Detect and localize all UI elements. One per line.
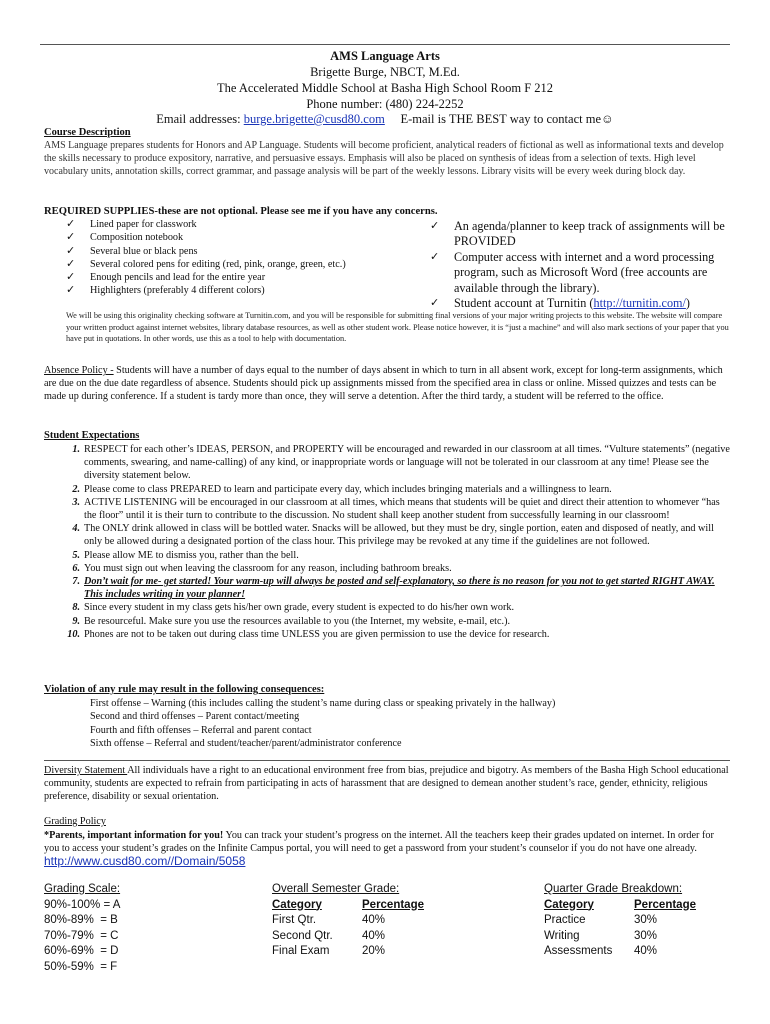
- expectation-item: 3. ACTIVE LISTENING will be encouraged in our classroom at all times, which means that students will be quiet and direct their attention to whomever “has the floor” until it is their turn to contribute to the discussion. No student shall keep another student from successfully learning in our classroom!: [72, 496, 720, 522]
- expectation-item: 4. The ONLY drink allowed in class will be bottled water. Snacks will be allowed, but they must be dry, single portion, eaten and disposed of neatly, and will only be allowed during a designated portion of the class hour. This privilege may be revoked at any time if the guidelines are not followed.: [72, 523, 714, 548]
- grading-policy-heading: Grading Policy: [44, 816, 106, 827]
- quarter-breakdown-heading: Quarter Grade Breakdown:: [544, 883, 683, 895]
- quarter-row: Assessments 40%: [544, 945, 658, 957]
- turnitin-link[interactable]: http://turnitin.com/: [593, 296, 686, 311]
- checkmark-icon: ✓: [66, 284, 76, 297]
- supplies-heading: REQUIRED SUPPLIES-these are not optional. Please see me if you have any concerns.: [44, 206, 438, 217]
- consequence-item: Sixth offense – Referral and student/teacher/parent/administrator conference: [90, 738, 402, 750]
- supply-item: ✓ An agenda/planner to keep track of assignments will be PROVIDED: [430, 219, 725, 249]
- supply-item: ✓ Several colored pens for editing (red, pink, orange, green, etc.): [66, 257, 346, 270]
- email-line: [40, 112, 730, 128]
- checkmark-icon: ✓: [66, 244, 76, 257]
- expectation-item: 7. Don’t wait for me- get started! Your warm-up will always be posted and self-explanatory, so there is no reason for you not to get started RIGHT AWAY. This includes writing in your planner!: [72, 576, 715, 601]
- absence-policy-heading: Absence Policy -: [44, 365, 114, 376]
- supply-item: ✓ Composition notebook: [66, 231, 184, 244]
- diversity-heading: Diversity Statement: [44, 765, 128, 776]
- semester-row: Final Exam 20%: [272, 945, 386, 957]
- quarter-row: Practice 30%: [544, 914, 658, 926]
- expectation-item: 6. You must sign out when leaving the classroom for any reason, including bathroom breaks.: [72, 562, 452, 574]
- course-description-text: AMS Language prepares students for Honors and AP Language. Students will become proficient, analytical readers of fictional as well as informational texts and develop the skills necessary to produce expository, narrative, and persuasive essays. Emphasis will also be placed on synthesis of ideas from a selection of texts. High level vocabulary units, annotation skills, correct grammar, and passage analysis will be part of the weekly lessons. Library visits will be every week during block day.: [44, 140, 724, 177]
- checkmark-icon: ✓: [430, 220, 440, 232]
- quarter-row: Writing 30%: [544, 929, 658, 942]
- checkmark-icon: ✓: [66, 271, 76, 284]
- violation-list: [90, 697, 730, 751]
- diversity-text: All individuals have a right to an educational environment free from bias, prejudice and bigotry. As members of the Basha High School educational community, students are expected to refrain from participating in acts of harassment that are designed to demean another student’s race, gender, ethnicity, religious preference, disability or sexual orientation.: [44, 765, 729, 803]
- supply-item: ✓ Highlighters (preferably 4 different colors): [66, 284, 265, 297]
- campus-portal-link[interactable]: http://www.cusd80.com//Domain/5058: [44, 854, 246, 869]
- checkmark-icon: ✓: [430, 250, 440, 263]
- email-note: E-mail is THE BEST way to contact me☺: [384, 112, 614, 126]
- expectation-item: 2. Please come to class PREPARED to learn and participate every day, which includes bringing materials and a willingness to learn.: [72, 483, 612, 495]
- parents-notice: *Parents, important information for you!: [44, 830, 224, 841]
- checkmark-icon: ✓: [66, 257, 76, 270]
- semester-row: First Qtr. 40%: [272, 914, 386, 926]
- consequence-item: Second and third offenses – Parent contact/meeting: [90, 711, 300, 723]
- expectation-item: 9. Be resourceful. Make sure you use the resources available to you (the Internet, my website, e-mail, etc.).: [72, 615, 511, 627]
- course-description-heading: Course Description: [44, 127, 131, 138]
- teacher-name: Brigette Burge, NBCT, M.Ed.: [310, 65, 460, 79]
- supply-item: ✓ Lined paper for classwork: [66, 218, 197, 230]
- semester-grade: [272, 882, 492, 960]
- semester-col-category: Category: [272, 898, 322, 911]
- checkmark-icon: ✓: [66, 231, 76, 244]
- grade-row: 90%-100% = A: [44, 898, 121, 911]
- grading-policy-text: [44, 829, 730, 870]
- email-link[interactable]: burge.brigette@cusd80.com: [243, 112, 385, 126]
- expectation-item: 5. Please allow ME to dismiss you, rather than the bell.: [72, 549, 299, 561]
- expectation-item: 10. Phones are not to be taken out during class time UNLESS you are given permission to use the device for research.: [67, 628, 550, 640]
- turnitin-note: We will be using this originality checking software at Turnitin.com, and you will be responsible for submitting final versions of your major writing projects to this website. The website will compare your written product against internet websites, library database resources, as well as other student work. Please notice however, it is “just a machine” and will also mark sections of your paper that you have put in quotations. In other words, use this as a tool to help with documentation.: [66, 311, 729, 344]
- phone-number: Phone number: (480) 224-2252: [306, 97, 464, 111]
- quarter-col-category: Category: [544, 898, 594, 911]
- consequence-item: Fourth and fifth offenses – Referral and parent contact: [90, 724, 312, 736]
- checkmark-icon: ✓: [430, 297, 440, 310]
- supply-item: ✓ Enough pencils and lead for the entire year: [66, 271, 266, 284]
- grading-policy-body: You can track your student’s progress on the internet. All the teachers keep their grades updated on internet. In order for you to access your student’s grades on the Infinite Campus portal, you will need to get a password from your student’s counselor if you do not have one already.: [44, 830, 714, 855]
- supply-item: ✓ Student account at Turnitin (http://turnitin.com/): [430, 296, 690, 311]
- school-name: The Accelerated Middle School at Basha High School Room F 212: [216, 81, 554, 95]
- absence-policy-text: Students will have a number of days equal to the number of days absent in which to turn in all absent work, except for long-term assignments, which are due on the due date regardless of absence. Students should pick up assignments missed from the specified area in class or online. Missed quizzes and tests can be made up during conference. If a student is tardy more than once, they will serve a detention. After the third tardy, a student will be referred to the office.: [44, 365, 723, 403]
- supply-item: ✓ Several blue or black pens: [66, 244, 198, 257]
- expectations-heading: Student Expectations: [44, 430, 140, 441]
- semester-grade-heading: Overall Semester Grade:: [272, 883, 400, 895]
- expectation-item: 1. RESPECT for each other’s IDEAS, PERSON, and PROPERTY will be encouraged and rewarded in our classroom at all times. “Vulture statements” (negative comments, swearing, and name-calling) of any kind, or inappropriate words or language will not be tolerated in our classroom at any time! Please see the diversity statement below.: [72, 444, 730, 482]
- grade-row: 80%-89% = B: [44, 914, 118, 926]
- quarter-header-row: [544, 898, 730, 914]
- grading-scale-heading: Grading Scale:: [44, 883, 121, 895]
- email-label: Email addresses:: [156, 112, 244, 126]
- supplies-right-list: [430, 219, 730, 311]
- header-top-rule: [40, 44, 730, 45]
- expectation-item: 8. Since every student in my class gets his/her own grade, every student is expected to do his/her own work.: [72, 602, 515, 614]
- quarter-breakdown: [544, 882, 730, 960]
- semester-col-percentage: Percentage: [362, 898, 425, 911]
- supplies-left-list: [66, 218, 366, 298]
- grade-row: 50%-59% = F: [44, 960, 118, 973]
- grade-row: 70%-79% = C: [44, 929, 119, 942]
- violation-heading: Violation of any rule may result in the following consequences:: [44, 684, 325, 695]
- section-divider: [44, 760, 730, 761]
- supply-item: ✓ Computer access with internet and a word processing program, such as Microsoft Word (free accounts are available through the library).: [430, 249, 715, 295]
- page-title: AMS Language Arts: [330, 49, 440, 63]
- absence-policy: [44, 364, 730, 404]
- semester-header-row: [272, 898, 492, 914]
- diversity-statement: [44, 764, 730, 804]
- grade-row: 60%-69% = D: [44, 945, 119, 957]
- semester-row: Second Qtr. 40%: [272, 929, 386, 942]
- grading-scale: [44, 882, 244, 975]
- checkmark-icon: ✓: [66, 218, 76, 230]
- quarter-col-percentage: Percentage: [634, 898, 697, 911]
- expectations-list: [60, 443, 730, 641]
- consequence-item: First offense – Warning (this includes calling the student’s name during class or speaking privately in the hallway): [90, 698, 556, 709]
